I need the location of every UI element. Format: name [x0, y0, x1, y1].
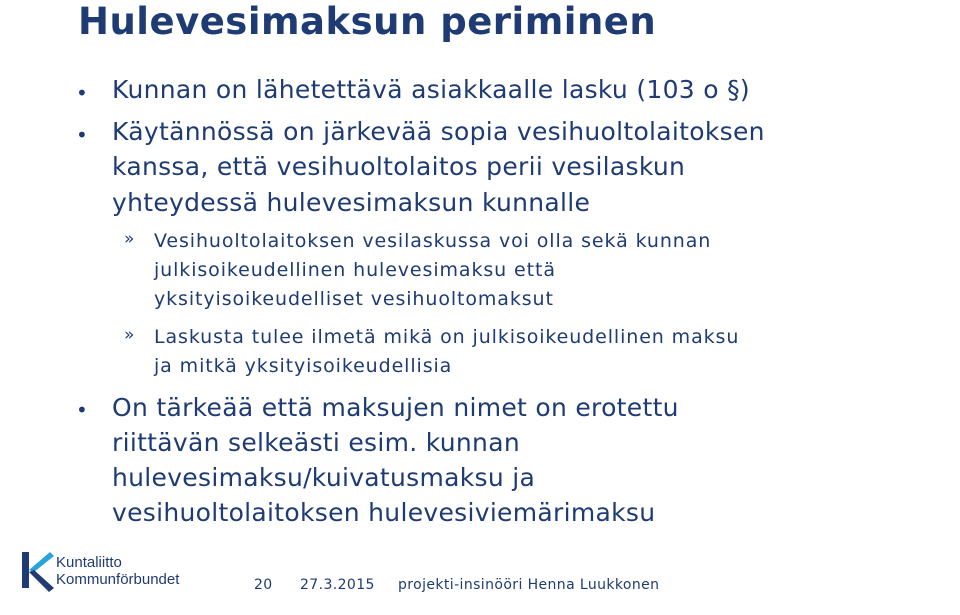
sub-bullet-marker: »: [124, 229, 135, 249]
logo-text: [56, 554, 179, 588]
logo-line-1: Kuntaliitto: [56, 554, 122, 571]
kuntaliitto-logo-mark-icon: [20, 548, 56, 596]
bullet-marker: •: [76, 81, 88, 105]
sub-item-2-line-2: ja mitkä yksityisoikeudellisia: [154, 355, 453, 377]
bullet-3-line-2: riittävän selkeästi esim. kunnan: [112, 428, 520, 457]
sub-item-2-line-1: Laskusta tulee ilmetä mikä on julkisoikeudellinen maksu: [154, 326, 740, 348]
logo-line-2: Kommunförbundet: [56, 571, 180, 588]
sub-item-1-line-2: julkisoikeudellinen hulevesimaksu että: [154, 259, 556, 281]
bullet-3-line-1: On tärkeää että maksujen nimet on erotettu: [112, 393, 679, 422]
sub-item-1-line-1: Vesihuoltolaitoksen vesilaskussa voi olla sekä kunnan: [154, 230, 712, 252]
bullet-2-line-3: yhteydessä hulevesimaksun kunnalle: [112, 188, 591, 217]
footer-author: projekti-insinööri Henna Luukkonen: [398, 577, 660, 593]
bullet-3-line-4: vesihuoltolaitoksen hulevesiviemärimaksu: [112, 498, 656, 527]
footer-date: 27.3.2015: [300, 577, 375, 593]
bullet-2-line-2: kanssa, että vesihuoltolaitos perii vesilaskun: [112, 152, 686, 181]
sub-item-1-line-3: yksityisoikeudelliset vesihuoltomaksut: [154, 288, 554, 310]
bullet-2-line-1: Käytännössä on järkevää sopia vesihuoltolaitoksen: [112, 117, 765, 146]
page-number: 20: [254, 577, 273, 593]
bullet-1-line-1: Kunnan on lähetettävä asiakkaalle lasku (103 o §): [112, 75, 750, 104]
sub-bullet-marker: »: [124, 325, 135, 345]
bullet-3-line-3: hulevesimaksu/kuivatusmaksu ja: [112, 463, 536, 492]
slide-title: Hulevesimaksun periminen: [78, 0, 657, 43]
kuntaliitto-logo: [20, 548, 190, 596]
bullet-marker: •: [76, 123, 88, 147]
bullet-marker: •: [76, 398, 88, 422]
